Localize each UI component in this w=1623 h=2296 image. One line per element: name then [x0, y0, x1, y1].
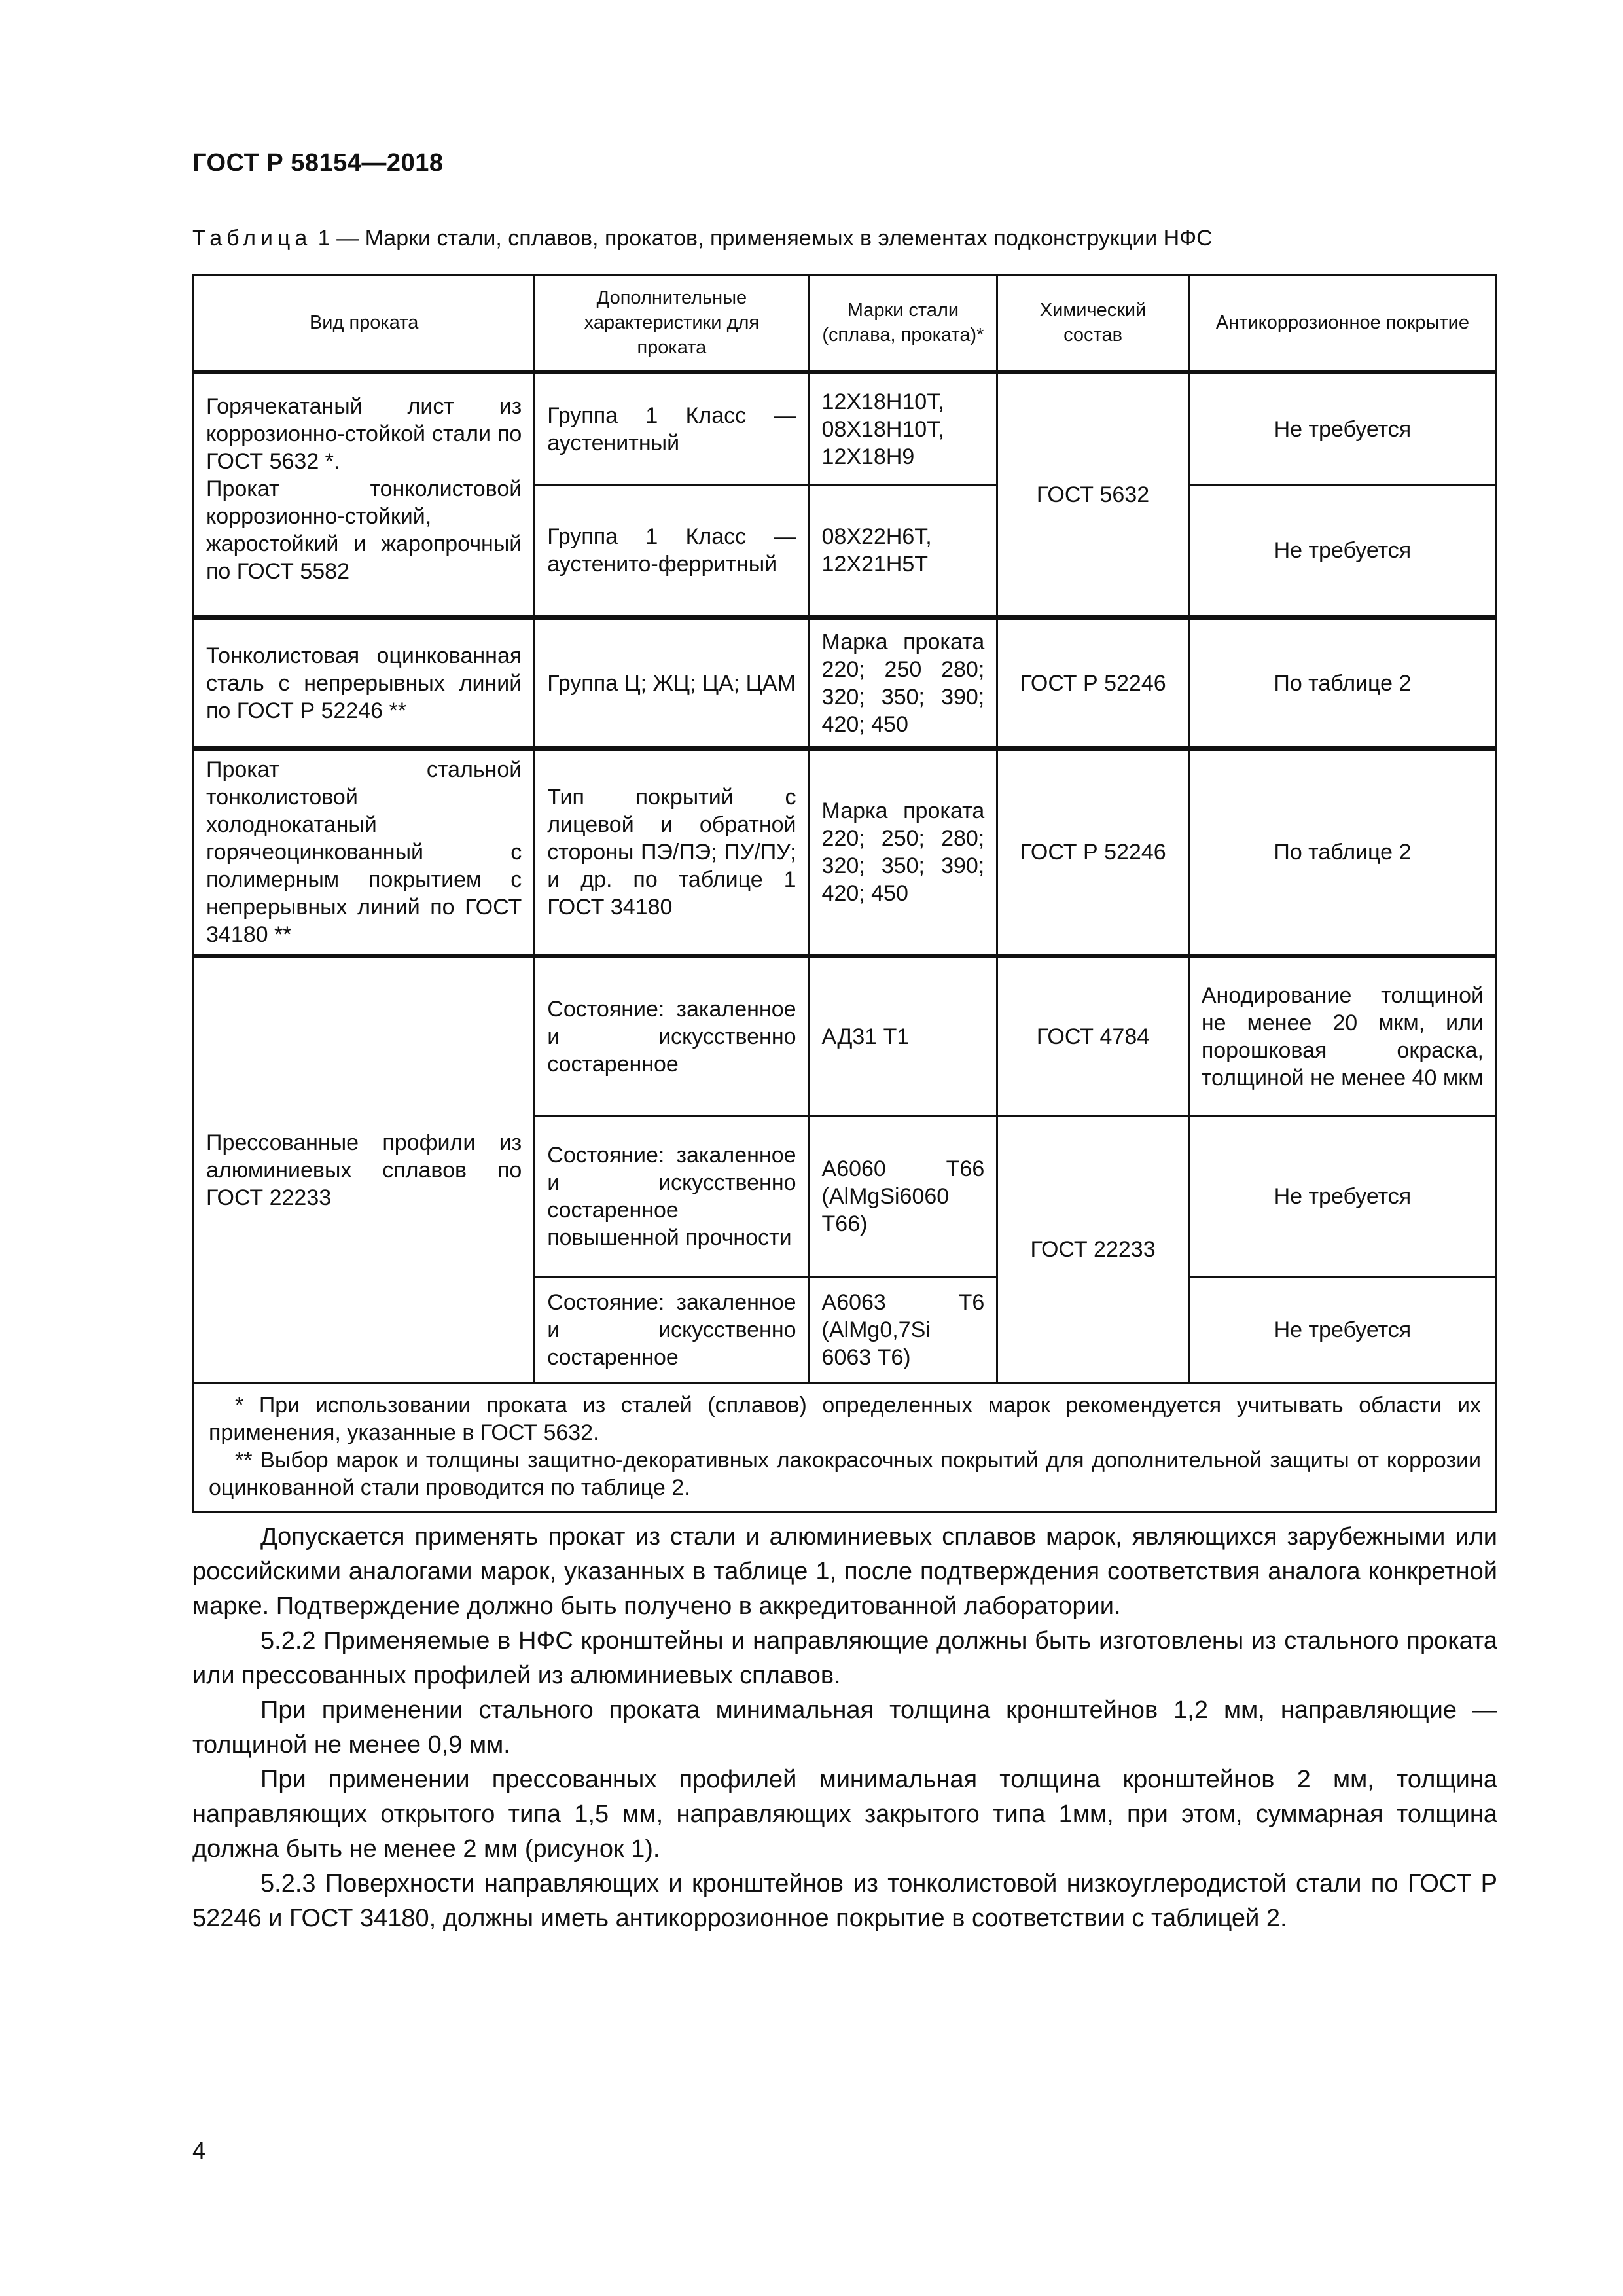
rolled-type-text: Прокат тонколистовой коррозионно-стойкий, жаростойкий и жаропрочный по ГОСТ 5582	[206, 476, 522, 584]
table-caption	[192, 226, 1213, 251]
chemical-composition-cell: ГОСТ Р 52246	[997, 618, 1189, 749]
table-footnotes-row	[194, 1383, 1497, 1512]
paragraph: Допускается применять прокат из стали и алюминиевых сплавов марок, являющихся зарубежными или российскими аналогами марок, указанных в таблице 1, после подтверждения соответствия аналога конкретной марке. Подтверждение должно быть получено в аккредитованной лаборатории.	[192, 1523, 1497, 1620]
grades-cell: А6063 Т6 (AlMg0,7Si 6063 Т6)	[809, 1277, 997, 1383]
table-header-row	[194, 275, 1497, 372]
paragraph: При применении стального проката минимальная толщина кронштейнов 1,2 мм, направляющие — толщиной не менее 0,9 мм.	[192, 1696, 1497, 1759]
steel-grades-table	[192, 274, 1497, 1513]
table-caption-text: — Марки стали, сплавов, прокатов, применяемых в элементах подконструкции НФС	[330, 226, 1213, 251]
document-header: ГОСТ Р 58154—2018	[192, 149, 444, 177]
rolled-type-text: Горячекатаный лист из коррозионно-стойкой стали по ГОСТ 5632 *.	[206, 394, 522, 474]
characteristics-cell: Группа 1 Класс — аустенитный	[535, 372, 809, 485]
grades-cell: А6060 Т66 (AlMgSi6060 Т66)	[809, 1117, 997, 1277]
table-caption-label: Таблица	[192, 226, 312, 251]
header-cell: Дополнительные характеристики для проката	[535, 275, 809, 372]
rolled-type-cell	[194, 372, 535, 618]
grades-cell: 12Х18Н10Т, 08Х18Н10Т, 12Х18Н9	[809, 372, 997, 485]
rolled-type-cell: Прокат стальной тонколистовой холоднокатаный горячеоцинкованный с полимерным покрытием с непрерывных линий по ГОСТ 34180 **	[194, 749, 535, 956]
paragraph: 5.2.2 Применяемые в НФС кронштейны и направляющие должны быть изготовлены из стального проката или прессованных профилей из алюминиевых сплавов.	[192, 1627, 1497, 1689]
coating-cell: Не требуется	[1188, 485, 1496, 618]
chemical-composition-cell: ГОСТ Р 52246	[997, 749, 1189, 956]
page-number: 4	[192, 2137, 206, 2164]
grades-cell: Марка проката 220; 250; 280; 320; 350; 390; 420; 450	[809, 749, 997, 956]
chemical-composition-cell: ГОСТ 5632	[997, 372, 1189, 618]
footnote: ** Выбор марок и толщины защитно-декоративных лакокрасочных покрытий для дополнительной защиты от коррозии оцинкованной стали проводится по таблице 2.	[209, 1448, 1481, 1500]
characteristics-cell: Тип покрытий с лицевой и обратной стороны ПЭ/ПЭ; ПУ/ПУ; и др. по таблице 1 ГОСТ 34180	[535, 749, 809, 956]
footnote: * При использовании проката из сталей (сплавов) определенных марок рекомендуется учитывать области их применения, указанные в ГОСТ 5632.	[209, 1393, 1481, 1445]
header-cell: Вид проката	[194, 275, 535, 372]
rolled-type-cell: Тонколистовая оцинкованная сталь с непрерывных линий по ГОСТ Р 52246 **	[194, 618, 535, 749]
header-cell: Марки стали (сплава, проката)*	[809, 275, 997, 372]
grades-cell: 08Х22Н6Т, 12Х21Н5Т	[809, 485, 997, 618]
grades-cell: АД31 Т1	[809, 956, 997, 1117]
characteristics-cell: Состояние: закаленное и искусственно состаренное	[535, 1277, 809, 1383]
rolled-type-cell: Прессованные профили из алюминиевых сплавов по ГОСТ 22233	[194, 956, 535, 1383]
table-row	[194, 956, 1497, 1117]
coating-cell: Не требуется	[1188, 1277, 1496, 1383]
grades-cell: Марка проката 220; 250 280; 320; 350; 390; 420; 450	[809, 618, 997, 749]
table-row	[194, 618, 1497, 749]
table-footnotes	[194, 1383, 1497, 1512]
characteristics-cell: Группа Ц; ЖЦ; ЦА; ЦАМ	[535, 618, 809, 749]
characteristics-cell: Группа 1 Класс — аустенито-ферритный	[535, 485, 809, 618]
table-row	[194, 749, 1497, 956]
table-row	[194, 372, 1497, 485]
body-text	[192, 1520, 1497, 1936]
coating-cell: Не требуется	[1188, 1117, 1496, 1277]
table-caption-number: 1	[317, 226, 330, 251]
chemical-composition-cell: ГОСТ 22233	[997, 1117, 1189, 1383]
coating-cell: По таблице 2	[1188, 618, 1496, 749]
coating-cell: Не требуется	[1188, 372, 1496, 485]
chemical-composition-cell: ГОСТ 4784	[997, 956, 1189, 1117]
paragraph: При применении прессованных профилей минимальная толщина кронштейнов 2 мм, толщина направляющих открытого типа 1,5 мм, направляющих закрытого типа 1мм, при этом, суммарная толщина должна быть не менее 2 мм (рисунок 1).	[192, 1766, 1497, 1863]
coating-cell: Анодирование толщиной не менее 20 мкм, или порошковая окраска, толщиной не менее 40 мкм	[1188, 956, 1496, 1117]
header-cell: Антикоррозионное покрытие	[1188, 275, 1496, 372]
coating-cell: По таблице 2	[1188, 749, 1496, 956]
header-cell: Химический состав	[997, 275, 1189, 372]
characteristics-cell: Состояние: закаленное и искусственно состаренное повышенной прочности	[535, 1117, 809, 1277]
paragraph: 5.2.3 Поверхности направляющих и кронштейнов из тонколистовой низкоуглеродистой стали по ГОСТ Р 52246 и ГОСТ 34180, должны иметь антикоррозионное покрытие в соответствии с таблицей 2.	[192, 1870, 1497, 1932]
characteristics-cell: Состояние: закаленное и искусственно состаренное	[535, 956, 809, 1117]
